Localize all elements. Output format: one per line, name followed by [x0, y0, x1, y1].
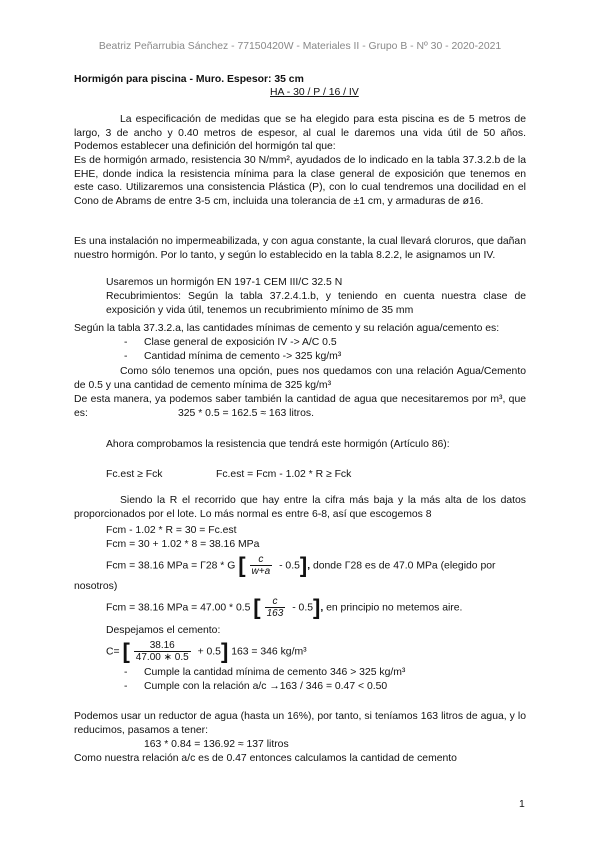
formula-fcm-2: Fcm = 30 + 1.02 * 8 = 38.16 MPa: [106, 539, 260, 550]
page-number: 1: [519, 799, 525, 810]
formula-cement: C= [ $\frac{38.16}{47.00 ∗ 0.5}$ + 0.5] 163 = 346 kg/m³: [106, 638, 307, 664]
paragraph-coverings: Recubrimientos: Según la tabla 37.2.4.1.b, y teniendo en cuenta nuestra clase de exposición y vida útil, tenemos un recubrimiento mínimo de 35 mm: [106, 291, 526, 316]
formula-fcm-1: Fcm - 1.02 * R = 30 = Fc.est: [106, 525, 237, 536]
reducer-calculation: 163 * 0.84 = 136.92 ≈ 137 litros: [144, 739, 289, 750]
paragraph-dimensions: La especificación de medidas que se ha elegido para esta piscina es de 5 metros de largo, 3 de ancho y 0.40 metros de espesor, al cual le daremos una vida útil de 50 años. Podemos establecer una definición del hormigón tal que:: [74, 114, 526, 153]
paragraph-resistance: Ahora comprobamos la resistencia que tendrá este hormigón (Artículo 86):: [106, 439, 450, 450]
formula-fcm-3-cont: nosotros): [74, 581, 118, 592]
paragraph-water: De esta manera, ya podemos saber también la cantidad de agua que necesitaremos por m³, que es:: [74, 394, 526, 419]
paragraph-range: Siendo la R el recorrido que hay entre la cifra más baja y la más alta de los datos proporcionados por el lote. Lo más normal es entre 6-8, así que escogemos 8: [74, 495, 526, 520]
section-title: Hormigón para piscina - Muro. Espesor: 35 cm: [74, 74, 304, 85]
bullet-item: - Cumple la cantidad mínima de cemento 346 > 325 kg/m³: [124, 667, 406, 678]
bullet-item: - Cantidad mínima de cemento -> 325 kg/m³: [124, 351, 342, 362]
paragraph-cement: Usaremos un hormigón EN 197-1 CEM III/C 32.5 N: [106, 277, 343, 288]
page-header: Beatriz Peñarrubia Sánchez - 77150420W - Materiales II - Grupo B - Nº 30 - 2020-2021: [98, 41, 502, 52]
fraction: $\frac{c}{w+a}$: [251, 554, 271, 577]
bullet-item: - Cumple con la relación a/c →163 / 346 = 0.47 < 0.50: [124, 681, 388, 692]
formula-fcm-4: Fcm = 38.16 MPa = 47.00 * 0.5 [ $\frac{c}{163}$ - 0.5], en principio no metemos aire.: [106, 594, 463, 620]
fraction: $\frac{38.16}{47.00 ∗ 0.5}$: [135, 640, 189, 663]
paragraph-option: Como sólo tenemos una opción, pues nos quedamos con una relación Agua/Cemento de 0.5 y una cantidad de cemento mínima de 325 kg/m³: [74, 366, 526, 391]
paragraph-reducer: Podemos usar un reductor de agua (hasta un 16%), por tanto, si teníamos 163 litros de agua, y lo reducimos, pasamos a tener:: [74, 711, 526, 736]
formula-fcm-3: Fcm = 38.16 MPa = Γ28 * G [ $\frac{c}{w+a}$ - 0.5], donde Γ28 es de 47.0 MPa (elegido por: [106, 552, 496, 578]
water-calculation: 325 * 0.5 = 162.5 ≈ 163 litros.: [178, 408, 314, 419]
concrete-designation: HA - 30 / P / 16 / IV: [270, 87, 359, 98]
paragraph-concrete-type: Es de hormigón armado, resistencia 30 N/mm², ayudados de lo indicado en la tabla 37.3.2.b de la EHE, donde indica la resistencia mínima para la clase general de exposición que tenemos en este caso. Utilizaremos una consistencia Plástica (P), con lo cual tendremos una docilidad en el Cono de Abrams de entre 3-5 cm, incluida una tolerancia de ±1 cm, y armaduras de ø16.: [74, 155, 526, 207]
fraction: $\frac{c}{163}$: [266, 596, 284, 619]
paragraph-final: Como nuestra relación a/c es de 0.47 entonces calculamos la cantidad de cemento: [74, 753, 457, 764]
paragraph-clear-cement: Despejamos el cemento:: [106, 625, 221, 636]
paragraph-table: Según la tabla 37.3.2.a, las cantidades mínimas de cemento y su relación agua/cemento es:: [74, 323, 500, 334]
paragraph-exposure: Es una instalación no impermeabilizada, y con agua constante, la cual llevará cloruros, que dañan nuestro hormigón. Por lo tanto, y según lo establecido en la tabla 8.2.2, le asignamos un IV.: [74, 236, 526, 261]
bullet-item: - Clase general de exposición IV -> A/C 0.5: [124, 337, 337, 348]
formula-fcest: Fc.est ≥ Fck: [106, 469, 163, 480]
formula-fcest-full: Fc.est = Fcm - 1.02 * R ≥ Fck: [216, 469, 352, 480]
